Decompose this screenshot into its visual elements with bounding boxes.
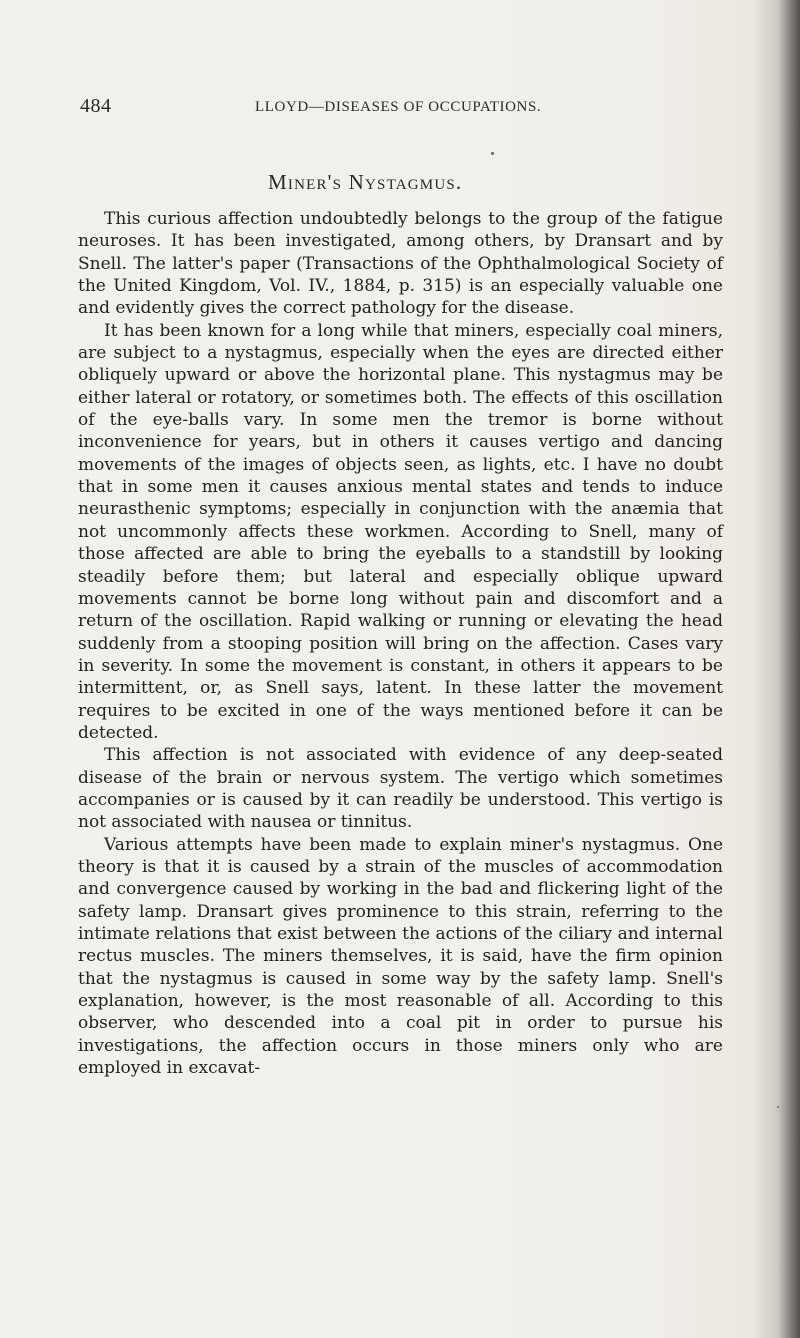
paragraph: This affection is not associated with evidence of any deep-seated disease of the brain or nervous system. The vertigo which sometimes accompanies or is caused by it can readily be understood. This vertigo is not associated with nausea or tinnitus. xyxy=(78,745,723,833)
paper-speck xyxy=(491,152,494,155)
page-number: 484 xyxy=(80,95,112,117)
paragraph: Various attempts have been made to explain miner's nystagmus. One theory is that it is caused by a strain of the muscles of accommodation and convergence caused by working in the bad and flickering light of the safety lamp. Dransart gives prominence to this strain, referring to the intimate relations that exist between the actions of the ciliary and internal rectus muscles. The miners themselves, it is said, have the firm opinion that the nystagmus is caused in some way by the safety lamp. Snell's explanation, however, is the most reasonable of all. According to this observer, who descended into a coal pit in order to pursue his investigations, the affection occurs in those miners only who are employed in excavat- xyxy=(78,834,723,1079)
body-text xyxy=(78,208,723,1079)
running-title: LLOYD—DISEASES OF OCCUPATIONS. xyxy=(255,99,542,115)
paragraph: This curious affection undoubtedly belongs to the group of the fatigue neuroses. It has been investigated, among others, by Dransart and by Snell. The latter's paper (Transactions of the Ophthalmological Society of the United Kingdom, Vol. IV., 1884, p. 315) is an especially valuable one and evidently gives the correct pathology for the disease. xyxy=(78,209,723,319)
section-heading: Miner's Nystagmus. xyxy=(268,170,463,194)
running-head xyxy=(80,95,720,121)
page-edge-shadow xyxy=(778,0,800,1338)
paper-speck xyxy=(777,1106,779,1108)
paragraph: It has been known for a long while that miners, especially coal miners, are subject to a nystagmus, especially when the eyes are directed either obliquely upward or above the horizontal plane. This nystagmus may be either lateral or rotatory, or sometimes both. The effects of this oscillation of the eye-balls vary. In some men the tremor is borne without inconvenience for years, but in others it causes vertigo and dancing movements of the images of objects seen, as lights, etc. I have no doubt that in some men it causes anxious mental states and tends to induce neurasthenic symptoms; especially in conjunction with the anæmia that not uncommonly affects these workmen. According to Snell, many of those affected are able to bring the eyeballs to a standstill by looking steadily before them; but lateral and especially oblique upward movements cannot be borne long without pain and discomfort and a return of the oscillation. Rapid walking or running or elevating the head suddenly from a stooping position will bring on the affection. Cases vary in severity. In some the movement is constant, in others it appears to be intermittent, or, as Snell says, latent. In these latter the movement requires to be excited in one of the ways mentioned before it can be detected. xyxy=(78,320,723,743)
